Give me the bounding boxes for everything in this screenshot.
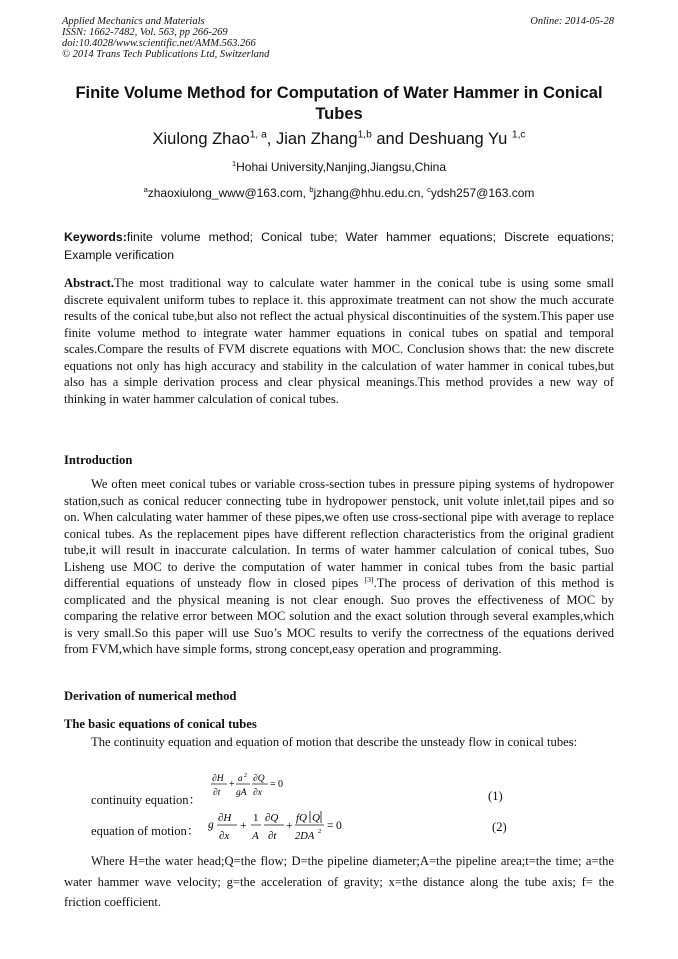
- keywords: [64, 228, 614, 264]
- author-name: Xiulong Zhao: [152, 130, 250, 148]
- svg-text:2: 2: [318, 828, 322, 835]
- abstract-label: Abstract.: [64, 276, 115, 290]
- email-mark: b: [309, 185, 314, 194]
- svg-text:2DA: 2DA: [295, 831, 315, 842]
- author-name: Deshuang Yu: [408, 130, 508, 148]
- variable-definitions: Where H=the water head;Q=the flow; D=the pipeline diameter;A=the pipeline area;t=the time; a=the water hammer wave velocity; g=the acceleration of gravity; x=the distance along the tube axis; f= the friction coefficient.: [64, 854, 614, 909]
- email-address[interactable]: zhaoxiulong_www@163.com: [147, 186, 303, 200]
- author-affiliation-mark: 1,b: [357, 129, 372, 141]
- abstract: [64, 275, 614, 407]
- svg-text:0: 0: [278, 779, 283, 790]
- online-date: Online: 2014-05-28: [530, 16, 614, 27]
- keywords-label: Keywords:: [64, 230, 127, 244]
- subsection-heading: The basic equations of conical tubes: [64, 717, 257, 731]
- svg-text:∂H: ∂H: [212, 774, 224, 784]
- svg-text:∂x: ∂x: [219, 830, 230, 842]
- author-affiliation-mark: 1,c: [511, 129, 526, 141]
- svg-text:2: 2: [244, 773, 247, 779]
- svg-text:gA: gA: [236, 788, 247, 798]
- svg-text:=: =: [270, 779, 276, 790]
- email-address[interactable]: ydsh257@163.com: [430, 186, 535, 200]
- introduction-text: We often meet conical tubes or variable cross-section tubes in pressure piping systems of hydropower station,such as conical reducer connecting tube in hydropower penstock, unit volute inlet,tail pipes and so on. When calculating water hammer of these pipes,we often use cross-sectional pipe with average to replace conical tubes. As the replacement pipes have different reflection characteristics from the original gradient tube,it will result in inaccurate calculation. In terms of water hammer calculation of conical tubes, Suo Lisheng use MOC to derive the computation of water hammer in conical tubes from the basic partial differential equations of unsteady flow in closed pipes: [64, 477, 614, 590]
- author-list: [64, 129, 614, 149]
- affiliation-mark: 1: [231, 159, 237, 168]
- svg-text:+: +: [286, 820, 293, 832]
- affiliation: [64, 160, 614, 174]
- svg-text:+: +: [229, 779, 235, 790]
- doi-line: doi:10.4028/www.scientific.net/AMM.563.266: [62, 38, 256, 49]
- eq1-label: continuity equation：: [91, 793, 202, 807]
- eq2-label: equation of motion：: [91, 824, 200, 838]
- svg-text:Q: Q: [312, 812, 320, 824]
- section-heading-introduction: Introduction: [64, 453, 133, 467]
- eq1-number: (1): [488, 789, 503, 803]
- section-heading-derivation: Derivation of numerical method: [64, 689, 237, 703]
- svg-text:+: +: [240, 820, 247, 832]
- svg-text:∂Q: ∂Q: [253, 774, 265, 784]
- author-affiliation-mark: 1, a: [249, 129, 267, 141]
- svg-text:a: a: [238, 773, 243, 783]
- email-mark: c: [427, 185, 431, 194]
- copyright-line: © 2014 Trans Tech Publications Ltd, Switzerland: [62, 49, 270, 60]
- svg-text:∂Q: ∂Q: [265, 812, 279, 824]
- author-separator: and: [371, 130, 409, 148]
- svg-text:1: 1: [253, 812, 259, 824]
- motion-equation: [206, 806, 346, 846]
- svg-text:∂t: ∂t: [213, 788, 221, 798]
- issn-line: ISSN: 1662-7482, Vol. 563, pp 266-269: [62, 27, 228, 38]
- eq2-number: (2): [492, 820, 507, 834]
- svg-text:g: g: [208, 819, 214, 831]
- publication-header: [62, 16, 269, 60]
- author-emails: $^a$zhaoxiulong_www@163.com, $^b$jzhang@hhu.edu.cn, $^c$ydsh257@163.com: [143, 185, 535, 200]
- citation[interactable]: [3]: [364, 574, 374, 584]
- introduction-text-continued: .The process of derivation of this method is complicated and the physical meaning is not clear enough. Suo proves the effectiveness of MOC by comparing the relative error between MOC solution and the exact solution through several examples,which is very small.So this paper will use Suo’s MOC results to verify the correctness of the equations derived from FVM,which have simple forms, strong concept,easy operation and programming.: [64, 576, 615, 656]
- introduction-paragraph: [64, 476, 614, 658]
- svg-text:∂H: ∂H: [218, 812, 232, 824]
- paper-title: Finite Volume Method for Computation of Water Hammer in Conical Tubes: [75, 84, 603, 123]
- svg-text:fQ: fQ: [296, 812, 307, 824]
- affiliation-text: Hohai University,Nanjing,Jiangsu,China: [236, 160, 447, 174]
- svg-text:∂t: ∂t: [268, 830, 277, 842]
- equations-intro: The continuity equation and equation of motion that describe the unsteady flow in conical tubes:: [91, 735, 578, 749]
- svg-text:=: =: [327, 820, 334, 832]
- email-address[interactable]: jzhang@hhu.edu.cn: [313, 186, 421, 200]
- author-name: Jian Zhang: [275, 130, 358, 148]
- keywords-text: finite volume method; Conical tube; Water hammer equations; Discrete equations; Example verification: [64, 230, 614, 262]
- svg-text:0: 0: [336, 820, 342, 832]
- continuity-equation: [208, 769, 288, 801]
- author-separator: ,: [266, 130, 276, 148]
- svg-text:A: A: [252, 830, 259, 842]
- svg-text:∂x: ∂x: [253, 788, 262, 798]
- journal-name: Applied Mechanics and Materials: [62, 16, 205, 27]
- email-mark: a: [143, 185, 148, 194]
- abstract-text: The most traditional way to calculate water hammer in the conical tube is using some small discrete equivalent uniform tubes to replace it. this approximate treatment can not show the much accurate results of the conical tube,but also not reflect the actual physical discontinuities of the system.This paper use finite volume method to integrate water hammer equations in conical tubes on spatial and temporal scales.Compare the results of FVM discrete equations with MOC. Conclusion shows that: the new discrete equations not only has high accuracy and stability in the calculation of water hammer in conical tubes,but also has a simple derivation process and clear physical meanings.This method provides a new way of thinking in water hammer calculation of conical tubes.: [64, 276, 614, 406]
